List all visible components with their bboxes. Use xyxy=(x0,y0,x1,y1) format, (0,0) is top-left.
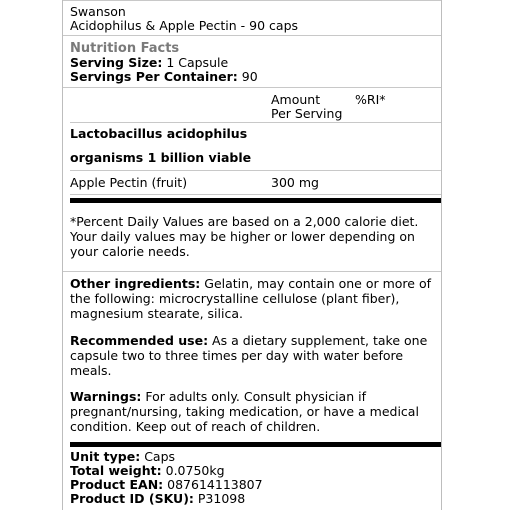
other-ingredients-text1: Gelatin, may contain one or more of xyxy=(200,276,431,291)
supplement-facts-panel xyxy=(62,0,442,510)
warnings-text1: For adults only. Consult physician if xyxy=(141,389,366,404)
total-weight-value: 0.0750kg xyxy=(161,463,225,478)
product-sku-value: P31098 xyxy=(193,491,246,506)
top-border xyxy=(63,0,441,1)
brand-name: Swanson xyxy=(70,4,126,19)
servings-per-container-row xyxy=(70,70,434,84)
serving-size-row xyxy=(70,56,434,70)
product-ean-value: 087614113807 xyxy=(163,477,263,492)
product-name: Acidophilus & Apple Pectin - 90 caps xyxy=(70,18,299,33)
apple-pectin-divider xyxy=(70,194,441,195)
probiotic-name-line1: Lactobacillus acidophilus xyxy=(70,126,248,141)
other-ingredients-line3: magnesium stearate, silica. xyxy=(70,306,243,321)
amount-header: Amount xyxy=(271,92,321,107)
thick-rule-top xyxy=(70,198,441,203)
other-ingredients-line2: the following: microcrystalline cellulose (plant fiber), xyxy=(70,291,400,306)
recommended-use-label: Recommended use: xyxy=(70,333,209,348)
warnings-line3: condition. Keep out of reach of children. xyxy=(70,419,321,434)
column-header-divider xyxy=(70,122,441,123)
recommended-use-line3: meals. xyxy=(70,363,112,378)
total-weight-label: Total weight: xyxy=(70,463,162,478)
warnings-line1 xyxy=(70,390,434,405)
product-sku-row xyxy=(70,492,434,506)
probiotic-divider xyxy=(70,170,441,171)
product-ean-label: Product EAN: xyxy=(70,477,164,492)
other-ingredients-label: Other ingredients: xyxy=(70,276,201,291)
header-divider xyxy=(63,35,441,36)
per-serving-header: Per Serving xyxy=(271,106,343,121)
apple-pectin-name: Apple Pectin (fruit) xyxy=(70,175,188,190)
unit-type-label: Unit type: xyxy=(70,449,141,464)
warnings-line2: pregnant/nursing, taking medication, or have a medical xyxy=(70,404,419,419)
serving-size-value: 1 Capsule xyxy=(166,55,229,70)
total-weight-row xyxy=(70,464,434,478)
servings-per-container-label: Servings Per Container: xyxy=(70,69,238,84)
recommended-use-line1 xyxy=(70,334,434,349)
unit-type-row xyxy=(70,450,434,464)
footnote-line1: *Percent Daily Values are based on a 2,000 calorie diet. xyxy=(70,214,419,229)
warnings-label: Warnings: xyxy=(70,389,142,404)
footnote-line2: Your daily values may be higher or lower depending on xyxy=(70,229,415,244)
footnote-divider xyxy=(63,271,441,272)
thick-rule-bottom xyxy=(70,442,441,447)
unit-type-value: Caps xyxy=(140,449,176,464)
recommended-use-text1: As a dietary supplement, take one xyxy=(208,333,428,348)
apple-pectin-amount: 300 mg xyxy=(271,175,319,190)
ri-header: %RI* xyxy=(355,92,386,107)
facts-divider xyxy=(63,87,441,88)
product-sku-label: Product ID (SKU): xyxy=(70,491,194,506)
servings-per-container-value: 90 xyxy=(241,69,258,84)
serving-size-label: Serving Size: xyxy=(70,55,163,70)
nutrition-facts-title: Nutrition Facts xyxy=(70,41,180,56)
other-ingredients-line1 xyxy=(70,277,434,292)
recommended-use-line2: capsule two to three times per day with water before xyxy=(70,348,404,363)
probiotic-name-line2: organisms 1 billion viable xyxy=(70,150,252,165)
product-ean-row xyxy=(70,478,434,492)
footnote-line3: your calorie needs. xyxy=(70,244,190,259)
